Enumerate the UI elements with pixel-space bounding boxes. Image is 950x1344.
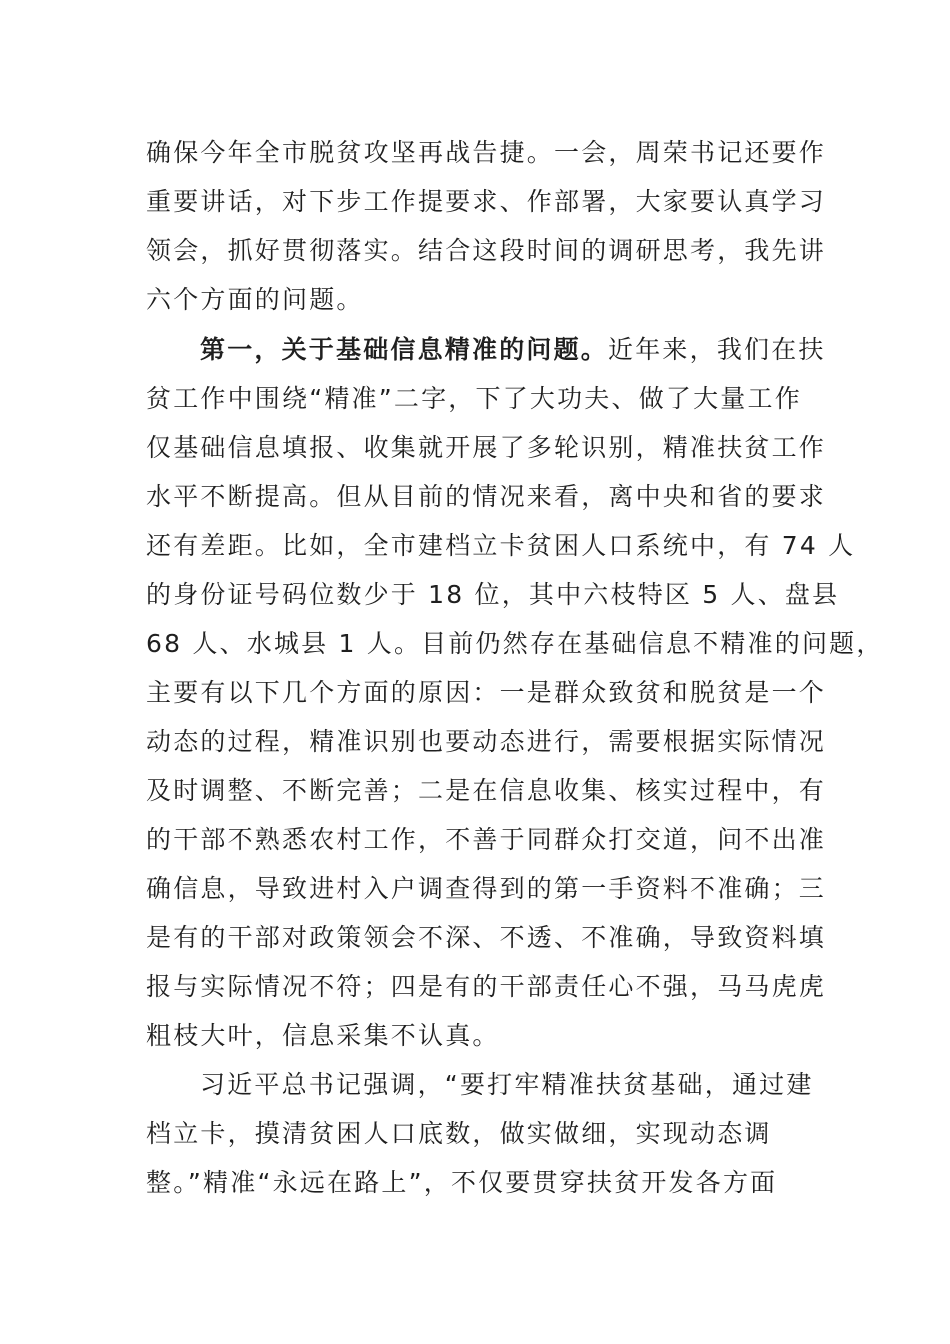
text-line: 领会，抓好贯彻落实。结合这段时间的调研思考，我先讲 [146,236,827,265]
text-line: 确保今年全市脱贫攻坚再战告捷。一会，周荣书记还要作 [146,138,827,167]
text-line: 档立卡，摸清贫困人口底数，做实做细，实现动态调 [146,1119,772,1148]
text-line: 六个方面的问题。 [146,285,364,314]
text-line: 水平不断提高。但从目前的情况来看，离中央和省的要求 [146,482,827,511]
section-heading: 第一，关于基础信息精准的问题。 [200,335,609,364]
text-line: 及时调整、不断完善；二是在信息收集、核实过程中，有 [146,776,827,805]
text-span: 近年来，我们在扶 [608,335,826,364]
text-line: 整。”精准“永远在路上”，不仅要贯穿扶贫开发各方面 [146,1168,778,1197]
text-line: 报与实际情况不符；四是有的干部责任心不强，马马虎虎 [146,972,827,1001]
text-line: 确信息，导致进村入户调查得到的第一手资料不准确；三 [146,874,827,903]
text-line: 的干部不熟悉农村工作，不善于同群众打交道，问不出准 [146,825,827,854]
text-line: 仅基础信息填报、收集就开展了多轮识别，精准扶贫工作 [146,433,827,462]
text-line: 重要讲话，对下步工作提要求、作部署，大家要认真学习 [146,187,827,216]
text-line [146,325,826,374]
text-line: 粗枝大叶，信息采集不认真。 [146,1021,500,1050]
text-line: 贫工作中围绕“精准”二字，下了大功夫、做了大量工作 [146,384,802,413]
document-body [146,128,884,1207]
text-line: 习近平总书记强调，“要打牢精准扶贫基础，通过建 [200,1070,814,1099]
text-line: 主要有以下几个方面的原因：一是群众致贫和脱贫是一个 [146,678,827,707]
text-line: 是有的干部对政策领会不深、不透、不准确，导致资料填 [146,923,827,952]
paragraph-first-section [146,325,884,1060]
text-line: 的身份证号码位数少于 18 位，其中六枝特区 5 人、盘县 [146,580,840,609]
text-line: 68 人、水城县 1 人。目前仍然存在基础信息不精准的问题， [146,629,884,658]
text-line: 动态的过程，精准识别也要动态进行，需要根据实际情况 [146,727,827,756]
text-line: 还有差距。比如，全市建档立卡贫困人口系统中，有 74 人 [146,531,856,560]
paragraph-intro [146,128,827,324]
paragraph-quote [146,1060,814,1207]
